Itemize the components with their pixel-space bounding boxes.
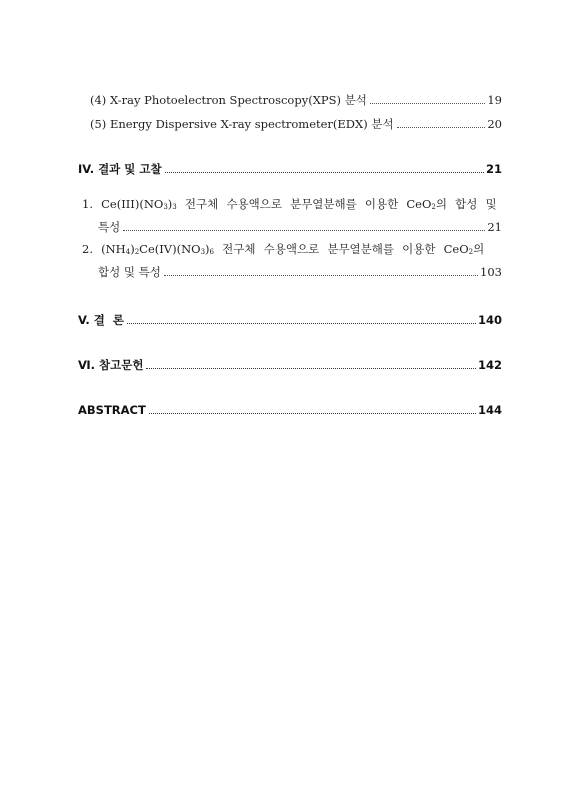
label-text: 1. Ce(III)(NO	[82, 197, 164, 211]
toc-chapter-label: IV. 결과 및 고찰	[78, 162, 162, 176]
label-text: )	[167, 197, 173, 211]
toc-chapter-results[interactable]	[78, 162, 502, 176]
toc-page-number: 21	[487, 220, 502, 234]
subscript: 4	[125, 248, 131, 256]
label-text: 전구체 수용액으로 분무열분해를 이용한 CeO	[214, 242, 469, 256]
toc-page-number: 20	[487, 117, 502, 131]
subscript: 2	[468, 248, 474, 256]
label-text: 전구체 수용액으로 분무열분해를 이용한 CeO	[176, 197, 432, 211]
dot-leader	[123, 230, 485, 231]
dot-leader	[149, 413, 476, 414]
toc-entry-ce3-line2[interactable]	[78, 220, 502, 234]
dot-leader	[127, 323, 476, 324]
toc-page-number: 142	[477, 358, 502, 372]
toc-chapter-references[interactable]	[78, 358, 502, 372]
toc-entry-label: (5) Energy Dispersive X-ray spectrometer(EDX) 분석	[90, 117, 394, 131]
subscript: 3	[163, 203, 168, 211]
label-text: 의 합성 및	[435, 197, 497, 211]
toc-entry-label	[82, 242, 484, 259]
dot-leader	[165, 172, 484, 173]
subscript: 2	[134, 248, 140, 256]
toc-chapter-label: V. 결 론	[78, 313, 125, 327]
dot-leader	[164, 275, 478, 276]
toc-chapter-label: Ⅵ. 참고문헌	[78, 358, 144, 372]
dot-leader	[397, 127, 486, 128]
subscript: 3	[172, 203, 177, 211]
toc-chapter-conclusion[interactable]	[78, 313, 502, 327]
subscript: 6	[209, 248, 214, 256]
dot-leader	[370, 103, 485, 104]
toc-entry-continuation: 합성 및 특성	[98, 265, 161, 279]
toc-entry-ce4-line2[interactable]	[78, 265, 502, 279]
toc-entry-ce4-line1[interactable]	[78, 242, 502, 259]
subscript: 3	[200, 248, 206, 256]
toc-page-number: 19	[487, 93, 502, 107]
dot-leader	[146, 368, 476, 369]
toc-page-number: 103	[480, 265, 502, 279]
toc-entry-label	[82, 197, 497, 214]
toc-entry-label: (4) X-ray Photoelectron Spectroscopy(XPS) 분석	[90, 93, 367, 107]
label-text: )	[205, 242, 210, 256]
label-text: )	[130, 242, 135, 256]
label-text: 의	[473, 242, 485, 256]
toc-page-number: 144	[477, 403, 502, 417]
toc-chapter-abstract[interactable]	[78, 403, 502, 417]
toc-page-number: 140	[477, 313, 502, 327]
toc-entry-xps[interactable]	[78, 93, 502, 107]
toc-entry-edx[interactable]	[78, 117, 502, 131]
subscript: 2	[431, 203, 436, 211]
toc-entry-continuation: 특성	[98, 220, 121, 234]
toc-entry-ce3-line1[interactable]	[78, 197, 502, 214]
toc-chapter-label: ABSTRACT	[78, 403, 146, 417]
label-text: 2. (NH	[82, 242, 126, 256]
toc-page-number: 21	[485, 162, 502, 176]
label-text: Ce(IV)(NO	[139, 242, 201, 256]
